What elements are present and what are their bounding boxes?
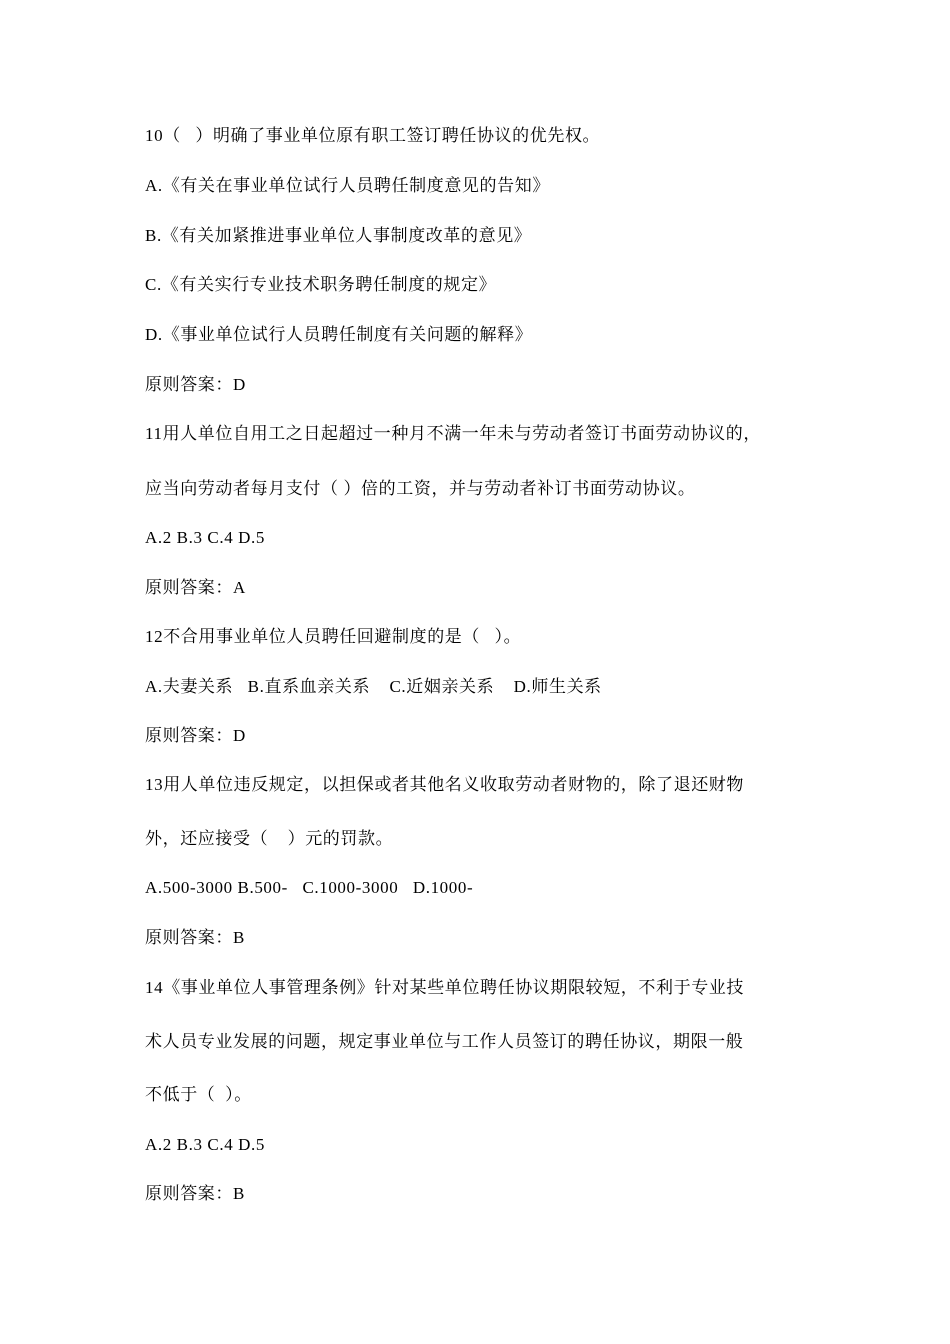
question-10-text: 10（ ）明确了事业单位原有职工签订聘任协议的优先权。 (145, 126, 601, 145)
question-12-answer: 原则答案：D (145, 726, 246, 745)
question-11-text-line-1: 11用人单位自用工之日起超过一种月不满一年未与劳动者签订书面劳动协议的， (145, 424, 761, 443)
question-10-option-a: A.《有关在事业单位试行人员聘任制度意见的告知》 (145, 176, 550, 195)
question-14-text-line-3: 不低于（ ）。 (145, 1085, 252, 1104)
question-14-text-line-2: 术人员专业发展的问题，规定事业单位与工作人员签订的聘任协议，期限一般 (145, 1032, 744, 1051)
question-14-answer: 原则答案：B (145, 1184, 245, 1203)
question-13-text-line-2: 外，还应接受（ ）元的罚款。 (145, 829, 394, 848)
question-10-option-d: D.《事业单位试行人员聘任制度有关问题的解释》 (145, 325, 533, 344)
question-11-text-line-2: 应当向劳动者每月支付（ ）倍的工资，并与劳动者补订书面劳动协议。 (145, 479, 696, 498)
question-13-options: A.500-3000 B.500- C.1000-3000 D.1000- (145, 878, 474, 897)
question-10-answer: 原则答案：D (145, 375, 246, 394)
question-14-text-line-1: 14《事业单位人事管理条例》针对某些单位聘任协议期限较短，不利于专业技 (145, 978, 744, 997)
question-11-options: A.2 B.3 C.4 D.5 (145, 528, 265, 547)
question-11-answer: 原则答案：A (145, 578, 246, 597)
question-14-options: A.2 B.3 C.4 D.5 (145, 1135, 265, 1154)
question-10-option-b: B.《有关加紧推进事业单位人事制度改革的意见》 (145, 226, 532, 245)
question-10-option-c: C.《有关实行专业技术职务聘任制度的规定》 (145, 275, 497, 294)
question-13-answer: 原则答案：B (145, 928, 245, 947)
question-12-options: A.夫妻关系 B.直系血亲关系 C.近姻亲关系 D.师生关系 (145, 677, 602, 696)
question-12-text: 12不合用事业单位人员聘任回避制度的是（ ）。 (145, 627, 522, 646)
question-13-text-line-1: 13用人单位违反规定，以担保或者其他名义收取劳动者财物的，除了退还财物 (145, 775, 744, 794)
